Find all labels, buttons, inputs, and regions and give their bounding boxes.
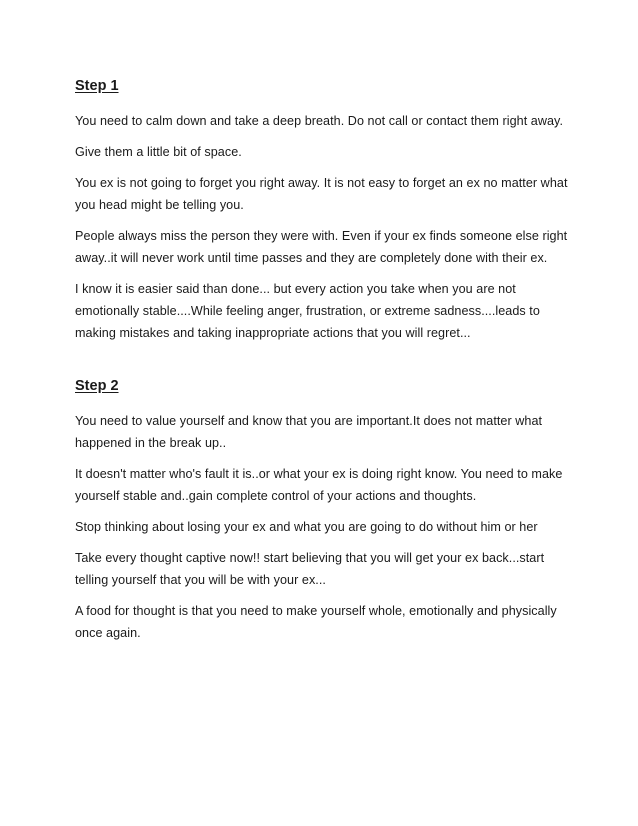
paragraph: You need to value yourself and know that you are important.It does not matter what happened in the break up.. (75, 414, 543, 450)
paragraph: People always miss the person they were with. Even if your ex finds someone else right away..it will never work until time passes and they are completely done with their ex. (75, 229, 568, 265)
step-1-section (75, 77, 568, 344)
paragraph: Give them a little bit of space. (75, 145, 242, 159)
paragraph: It doesn't matter who's fault it is..or what your ex is doing right know. You need to make yourself stable and..gain complete control of your actions and thoughts. (75, 467, 563, 503)
paragraph: You need to calm down and take a deep breath. Do not call or contact them right away. (75, 114, 564, 128)
paragraph: You ex is not going to forget you right away. It is not easy to forget an ex no matter what you head might be telling you. (75, 176, 568, 212)
paragraph: A food for thought is that you need to make yourself whole, emotionally and physically once again. (75, 604, 557, 640)
step-1-heading: Step 1 (75, 78, 119, 94)
paragraph: Stop thinking about losing your ex and what you are going to do without him or her (75, 520, 538, 534)
step-2-section (75, 377, 568, 644)
paragraph: Take every thought captive now!! start believing that you will get your ex back...start telling yourself that you will be with your ex... (75, 551, 545, 587)
paragraph: I know it is easier said than done... but every action you take when you are not emotionally stable....While feeling anger, frustration, or extreme sadness....leads to making mistakes and taking inappropriate actions that you will regret... (75, 282, 540, 340)
step-2-heading: Step 2 (75, 378, 119, 394)
